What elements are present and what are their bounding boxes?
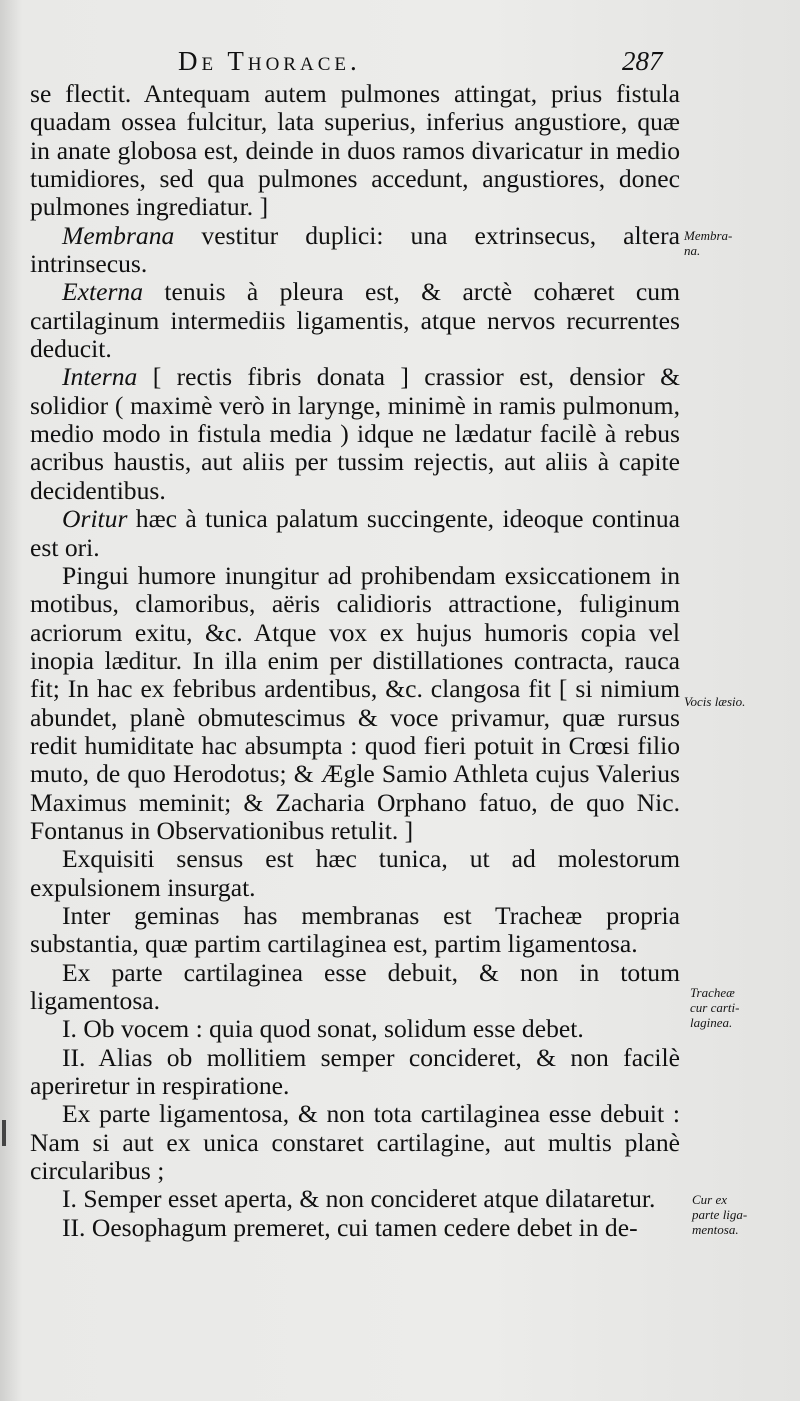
- paragraph: Ex parte cartilaginea esse debuit, & non in totum ligamentosa.: [30, 957, 680, 1015]
- ink-mark: [2, 1120, 6, 1146]
- margin-note-membrana: Membra- na.: [684, 228, 733, 258]
- running-title: De Thorace.: [178, 46, 361, 76]
- running-head: [0, 44, 800, 84]
- margin-note-trachea: Tracheæ cur carti- laginea.: [690, 985, 740, 1030]
- paragraph: II. Alias ob mollitiem semper concideret, & non facilè aperiretur in respiratione.: [30, 1042, 680, 1101]
- paragraph: Ex parte ligamentosa, & non tota cartilaginea esse debuit : Nam si aut ex unica constaret cartilagine, aut multis planè circularibus ;: [30, 1099, 680, 1186]
- paragraph: Externa tenuis à pleura est, & arctè cohæret cum cartilaginum intermediis ligamentis, atque nervos recurrentes deducit.: [30, 277, 680, 364]
- paragraph: Oritur hæc à tunica palatum succingente, ideoque continua est ori.: [30, 504, 680, 562]
- paragraph: Interna [ rectis fibris donata ] crassior est, densior & solidior ( maximè verò in larynge, minimè in ramis pulmonum, medio modo in fistula media ) idque ne lædatur facilè à rebus acribus haustis, aut aliis per tussim rejectis, aut aliis à capite decidentibus.: [30, 362, 680, 505]
- paragraph: se flectit. Antequam autem pulmones attingat, prius fistula quadam ossea fulcitur, lata superius, inferius angustiore, quæ in anate globosa est, deinde in duos ramos divaricatur in medio tumidiores, sed qua pulmones accedunt, angustiores, donec pulmones ingrediatur. ]: [30, 79, 680, 222]
- margin-note-vocis-laesio: Vocis læsio.: [684, 694, 746, 709]
- paragraph: I. Semper esset aperta, & non concideret atque dilataretur.: [62, 1184, 656, 1214]
- paragraph: I. Ob vocem : quia quod sonat, solidum esse debet.: [62, 1014, 584, 1044]
- paragraph: Membrana vestitur duplici: una extrinsecus, altera intrinsecus.: [30, 220, 680, 279]
- paragraph: Inter geminas has membranas est Tracheæ propria substantia, quæ partim cartilaginea est, partim ligamentosa.: [30, 900, 680, 959]
- paragraph: II. Oesophagum premeret, cui tamen cedere debet in de-: [62, 1212, 638, 1242]
- main-text: [30, 80, 680, 1242]
- margin-note-cur-ex-parte: Cur ex parte liga- mentosa.: [692, 1192, 748, 1237]
- page-number: 287: [622, 46, 663, 76]
- paragraph: Pingui humore inungitur ad prohibendam exsiccationem in motibus, clamoribus, aëris calidioris attractione, fuliginum acriorum exitu, &c. Atque vox ex hujus humoris copia vel inopia læditur. In illa enim per distillationes contracta, rauca fit; In hac ex febribus ardentibus, &c. clangosa fit [ si nimium abundet, planè obmutescimus & voce privamur, quæ rursus redit humiditate hac absumpta : quod fieri potuit in Crœsi filio muto, de quo Herodotus; & Ægle Samio Athleta cujus Valerius Maximus meminit; & Zacharia Orphano fatuo, de quo Nic. Fontanus in Observationibus retulit. ]: [30, 560, 680, 845]
- paragraph: Exquisiti sensus est hæc tunica, ut ad molestorum expulsionem insurgat.: [30, 844, 680, 902]
